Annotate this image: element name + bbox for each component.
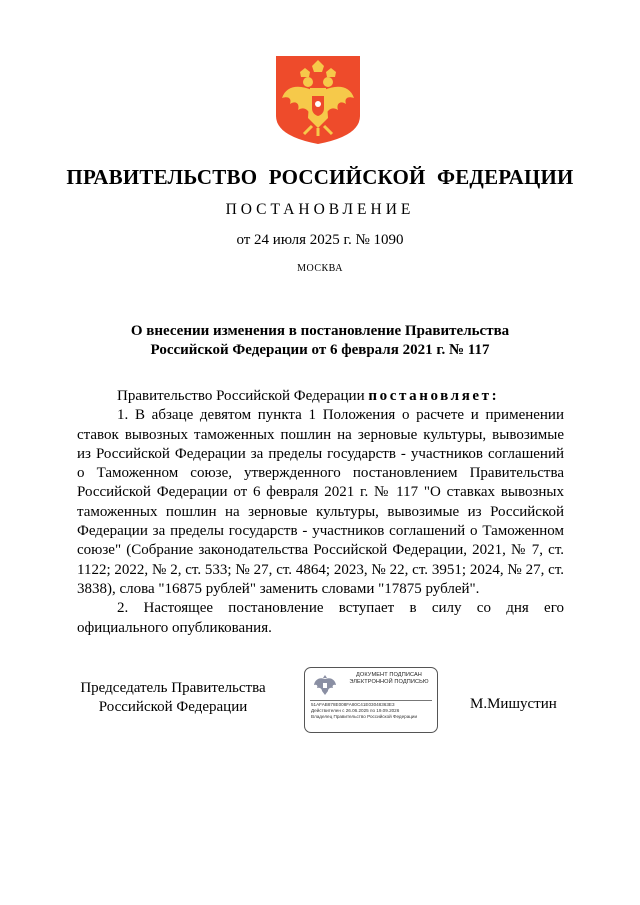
item-2-paragraph: 2. Настоящее постановление вступает в силу со дня его официального опубликования.: [77, 600, 564, 636]
signatory-position: [78, 679, 268, 717]
coat-of-arms-small-icon: [312, 673, 338, 697]
signatory-position-line-2: Российской Федерации: [98, 699, 248, 715]
stamp-serial: 51AFAB878E008FA80C41E03048363E3: [311, 702, 395, 707]
electronic-signature-stamp: [304, 667, 438, 733]
coat-of-arms-icon: [276, 56, 360, 144]
stamp-owner: Владелец Правительство Российской Федерации: [311, 714, 418, 720]
stamp-title-line-2: ЭЛЕКТРОННОЙ ПОДПИСЬЮ: [349, 679, 429, 685]
intro-paragraph: [77, 387, 564, 406]
subject-line-1: О внесении изменения в постановление Правительства: [130, 323, 510, 339]
subject-line-2: Российской Федерации от 6 февраля 2021 г. № 117: [150, 342, 490, 358]
stamp-divider: [310, 700, 432, 701]
stamp-validity: Действителен с 26.06.2025 по 19.09.2026: [311, 708, 400, 714]
item-1-paragraph: 1. В абзаце девятом пункта 1 Положения о расчете и применении ставок вывозных таможенных пошлин на зерновые культуры, вывозимые из Российской Федерации за пределы государств - участников соглашений о Таможенном союзе, утвержденного постановлением Правительства Российской Федерации от 6 февраля 2021 г. № 117 "О ставках вывозных таможенных пошлин на зерновые культуры, вывозимые из Российской Федерации за пределы государств - участников соглашений о Таможенном союзе" (Собрание законодательства Российской Федерации, 2021, № 7, ст. 1122; 2022, № 2, ст. 533; № 27, ст. 4864; 2023, № 22, ст. 3951; 2024, № 27, ст. 3838), слова "16875 рублей" заменить словами "17875 рублей".: [77, 407, 564, 597]
stamp-details: [311, 702, 435, 721]
document-city: МОСКВА: [297, 263, 343, 274]
resolve-word: постановляет:: [368, 388, 500, 404]
document-subject: [0, 322, 640, 360]
signatory-position-line-1: Председатель Правительства: [80, 680, 266, 696]
document-body: [77, 387, 564, 638]
government-title: ПРАВИТЕЛЬСТВО РОССИЙСКОЙ ФЕДЕРАЦИИ: [66, 165, 574, 189]
signatory-name: М.Мишустин: [470, 696, 557, 712]
stamp-title-line-1: ДОКУМЕНТ ПОДПИСАН: [356, 672, 422, 678]
document-date-number: от 24 июля 2025 г. № 1090: [236, 232, 404, 248]
intro-prefix: Правительство Российской Федерации: [117, 388, 365, 404]
stamp-title: [343, 672, 435, 686]
document-type: ПОСТАНОВЛЕНИЕ: [225, 201, 415, 218]
